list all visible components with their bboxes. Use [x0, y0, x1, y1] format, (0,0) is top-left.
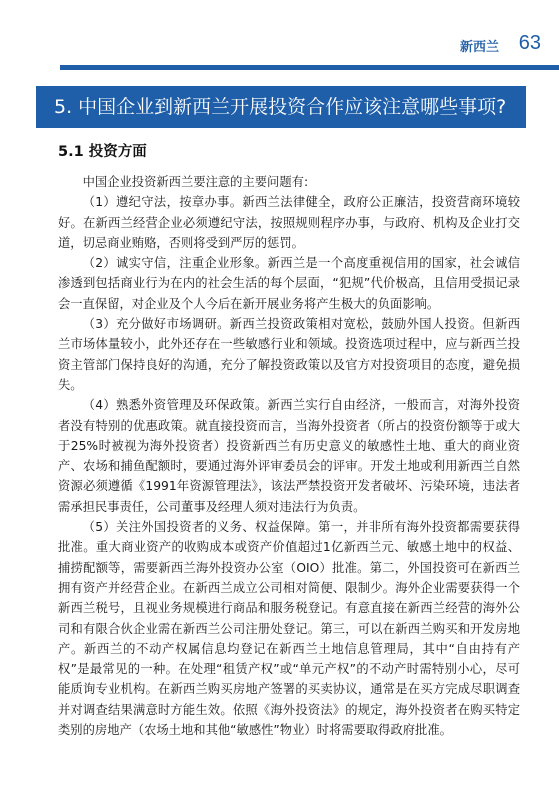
paragraph-intro: 中国企业投资新西兰要注意的主要问题有:	[82, 175, 309, 189]
paragraph-5: （5）关注外国投资者的义务、权益保障。第一，并非所有海外投资都需要获得批准。重大商业资产的收购成本或资产价值超过1亿新西兰元、敏感土地中的权益、捕捞配额等，需要新西兰海外投资办公室（OIO）批准。第二，外国投资可在新西兰拥有资产并经营企业。在新西兰成立公司相对简便、限制少。海外企业需要获得一个新西兰税号，且视业务规模进行商品和服务税登记。有意直接在新西兰经营的海外公司和有限合伙企业需在新西兰公司注册处登记。第三，可以在新西兰购买和开发房地产。新西兰的不动产权属信息均登记在新西兰土地信息管理局，其中“自由持有产权”是最常见的一种。在处理“租赁产权”或“单元产权”的不动产时需特别小心，尽可能质询专业机构。在新西兰购买房地产签署的买卖协议，通常是在买方完成尽职调查并对调查结果满意时方能生效。依照《海外投资法》的规定，海外投资者在购买特定类别的房地产（农场土地和其他“敏感性”物业）时将需要取得政府批准。	[58, 520, 520, 738]
header-rule	[60, 65, 559, 70]
paragraph-1: （1）遵纪守法，按章办事。新西兰法律健全，政府公正廉洁，投资营商环境较好。在新西兰经营企业必须遵纪守法，按照规则程序办事，与政府、机构及企业打交道，切忌商业贿赂，否则将受到严厉的惩罚。	[58, 195, 520, 250]
paragraph-4: （4）熟悉外资管理及环保政策。新西兰实行自由经济，一般而言，对海外投资者没有特别的优惠政策。就直接投资而言，当海外投资者（所占的投资份额等于或大于25%时被视为海外投资者）投资新西兰有历史意义的敏感性土地、重大的商业资产、农场和捕鱼配额时，要通过海外评审委员会的评审。开发土地或利用新西兰自然资源必须遵循《1991年资源管理法》，该法严禁投资开发者破坏、污染环境，违法者需承担民事责任，公司董事及经理人须对违法行为负责。	[58, 398, 520, 514]
running-head: 新西兰	[459, 40, 499, 55]
paragraph-3: （3）充分做好市场调研。新西兰投资政策相对宽松，鼓励外国人投资。但新西兰市场体量较小，此外还存在一些敏感行业和领域。投资选项过程中，应与新西兰投资主管部门保持良好的沟通，充分了解投资政策以及官方对投资项目的态度，避免损失。	[58, 317, 520, 392]
paragraph-2: （2）诚实守信，注重企业形象。新西兰是一个高度重视信用的国家，社会诚信渗透到包括商业行为在内的社会生活的每个层面，“犯规”代价极高，且信用受损记录会一直保留，对企业及个人今后在新开展业务将产生极大的负面影响。	[58, 256, 520, 311]
chapter-title-banner: 5. 中国企业到新西兰开展投资合作应该注意哪些事项?	[36, 86, 526, 128]
body-text	[58, 172, 520, 740]
section-heading: 5.1 投资方面	[58, 144, 147, 160]
page-number: 63	[518, 32, 541, 54]
